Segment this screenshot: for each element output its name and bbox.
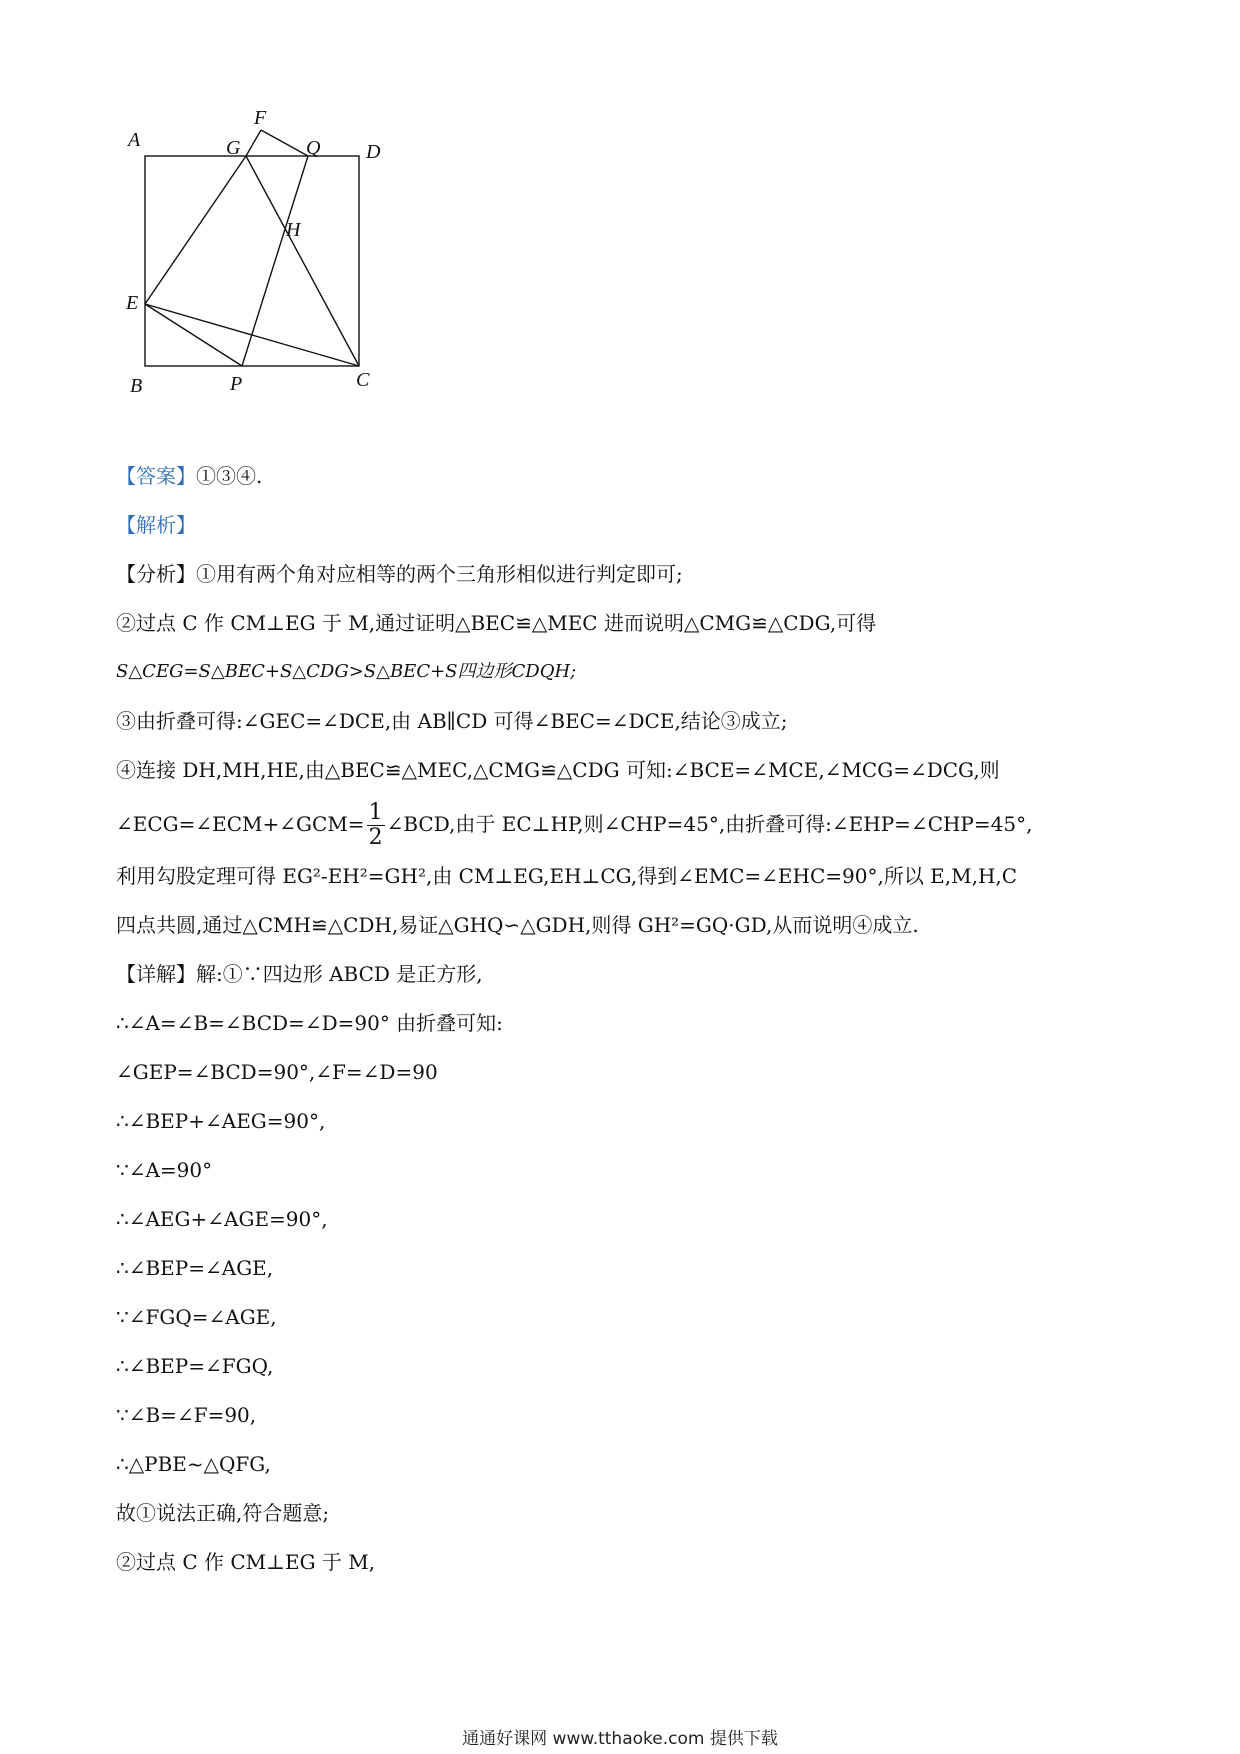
detail-line-13: ②过点 C 作 CM⊥EG 于 M, <box>116 1550 376 1574</box>
label-p: P <box>230 373 243 395</box>
segment-fq <box>261 130 308 156</box>
analysis-line-2: ②过点 C 作 CM⊥EG 于 M,通过证明△BEC≌△MEC 进而说明△CMG≌△CDG,可得 <box>116 611 877 635</box>
detail-line-11: ∴△PBE~△QFG, <box>116 1452 271 1476</box>
label-a: A <box>128 129 141 151</box>
label-g: G <box>226 137 241 159</box>
analysis-line-6-b: ∠BCD,由于 EC⊥HP,则∠CHP=45°,由折叠可得:∠EHP=∠CHP=45°, <box>386 812 1033 836</box>
detail-line-10: ∵∠B=∠F=90, <box>116 1403 257 1427</box>
label-f: F <box>254 107 267 129</box>
detail-line-1: 【详解】解:①∵四边形 ABCD 是正方形, <box>116 962 483 986</box>
analysis-line-7: 利用勾股定理可得 EG²-EH²=GH²,由 CM⊥EG,EH⊥CG,得到∠EMC=∠EHC=90°,所以 E,M,H,C <box>116 864 1018 888</box>
segment-ep <box>145 304 242 366</box>
square-fold-figure <box>126 107 438 438</box>
label-c: C <box>356 369 370 391</box>
detail-line-12: 故①说法正确,符合题意; <box>116 1501 330 1525</box>
segment-eg <box>145 156 246 304</box>
detail-line-6: ∴∠AEG+∠AGE=90°, <box>116 1207 328 1231</box>
answer-text: ①③④. <box>196 464 263 488</box>
answer-tag: 【答案】 <box>116 464 196 488</box>
analysis-line-6-a: ∠ECG=∠ECM+∠GCM= <box>116 812 365 836</box>
geometry-diagram <box>126 107 438 438</box>
analysis-tag: 【解析】 <box>116 513 196 537</box>
label-e: E <box>126 292 139 314</box>
analysis-line-4: ③由折叠可得:∠GEC=∠DCE,由 AB∥CD 可得∠BEC=∠DCE,结论③成立; <box>116 709 788 733</box>
analysis-line-8: 四点共圆,通过△CMH≌△CDH,易证△GHQ∽△GDH,则得 GH²=GQ·GD,从而说明④成立. <box>116 913 919 937</box>
fraction-numerator: 1 <box>368 800 383 825</box>
footer-watermark: 通通好课网 www.tthaoke.com 提供下载 <box>462 1729 778 1749</box>
detail-line-5: ∵∠A=90° <box>116 1158 213 1182</box>
segment-ec <box>145 304 359 366</box>
label-b: B <box>130 375 143 397</box>
segment-gf <box>246 130 261 156</box>
answer-line <box>116 462 262 490</box>
fraction-denominator: 2 <box>368 825 383 850</box>
detail-line-8: ∵∠FGQ=∠AGE, <box>116 1305 277 1329</box>
detail-line-4: ∴∠BEP+∠AEG=90°, <box>116 1109 326 1133</box>
segment-gc <box>246 156 359 366</box>
detail-line-3: ∠GEP=∠BCD=90°,∠F=∠D=90 <box>116 1060 438 1084</box>
analysis-line-3: S△CEG=S△BEC+S△CDG>S△BEC+S四边形CDQH; <box>116 661 577 682</box>
detail-line-9: ∴∠BEP=∠FGQ, <box>116 1354 274 1378</box>
analysis-line-1: 【分析】①用有两个角对应相等的两个三角形相似进行判定即可; <box>116 562 683 586</box>
label-h: H <box>286 219 301 241</box>
analysis-line-6 <box>116 796 1032 852</box>
label-d: D <box>366 141 381 163</box>
detail-line-2: ∴∠A=∠B=∠BCD=∠D=90° 由折叠可知: <box>116 1011 503 1035</box>
detail-line-7: ∴∠BEP=∠AGE, <box>116 1256 274 1280</box>
fraction-one-half <box>367 801 385 850</box>
label-q: Q <box>306 137 321 159</box>
analysis-line-5: ④连接 DH,MH,HE,由△BEC≌△MEC,△CMG≌△CDG 可知:∠BCE=∠MCE,∠MCG=∠DCG,则 <box>116 758 1000 782</box>
